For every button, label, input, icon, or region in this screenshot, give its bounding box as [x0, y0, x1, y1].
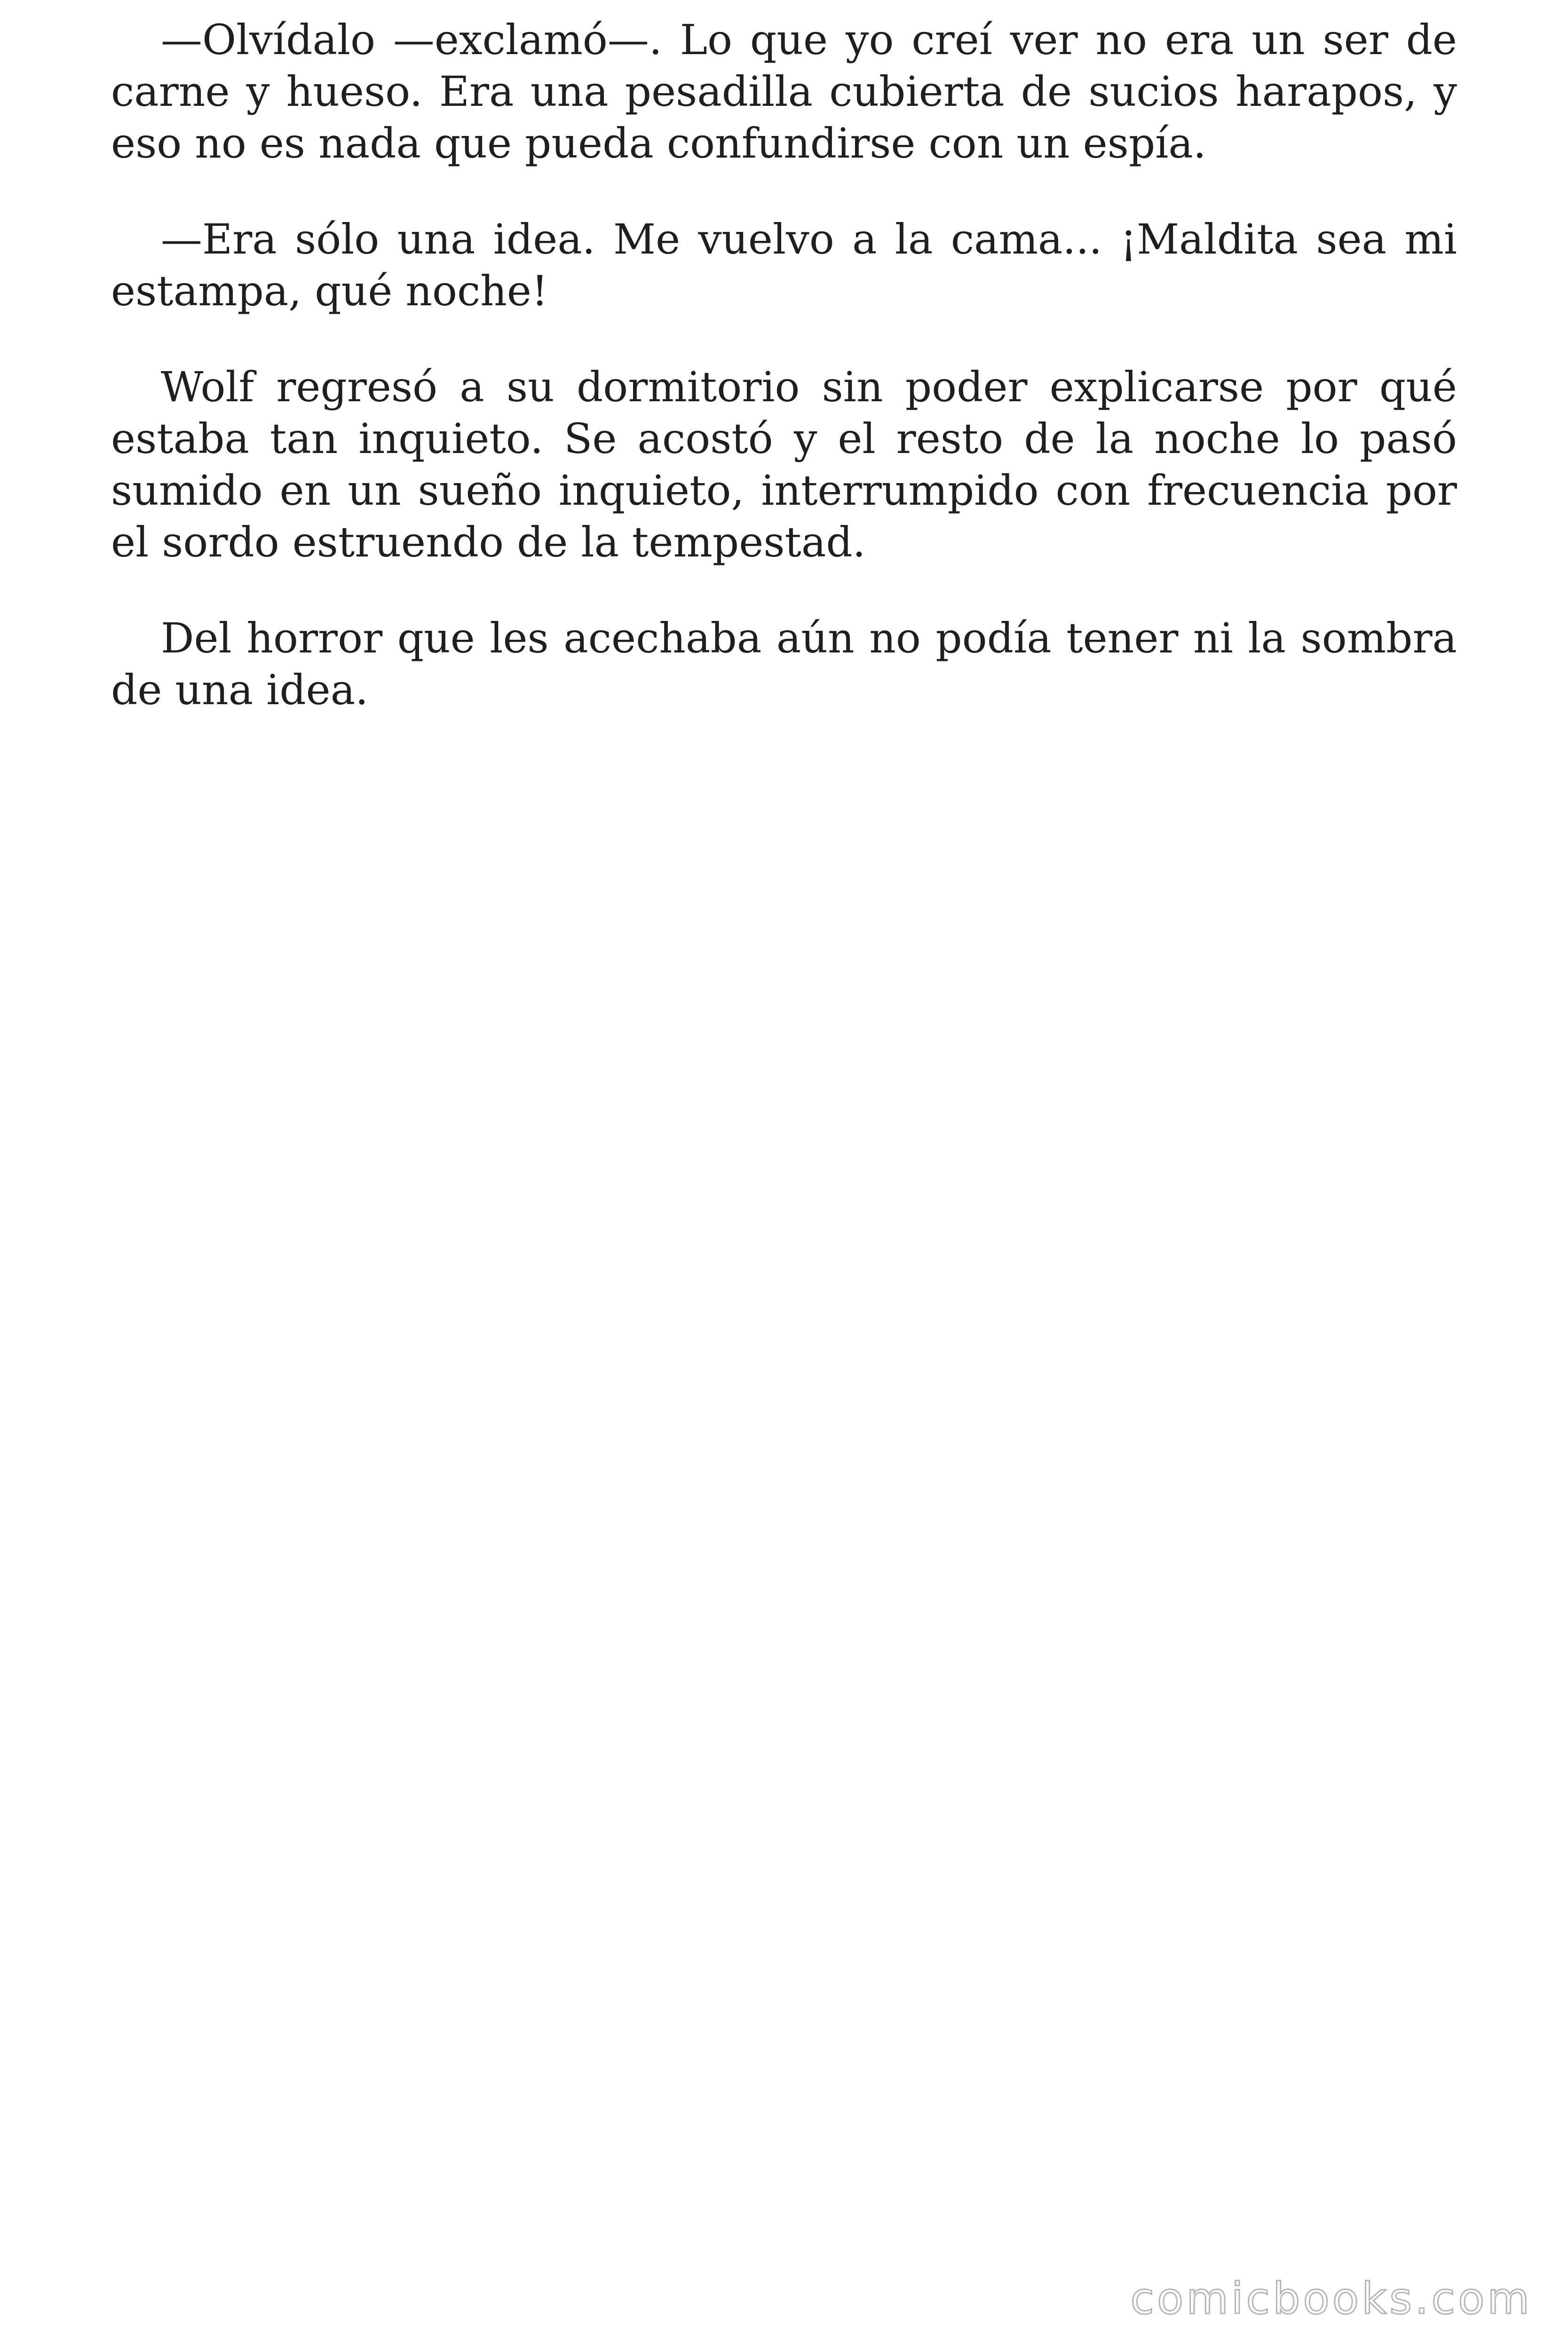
- paragraph-2: —Era sólo una idea. Me vuelvo a la cama... ¡Maldita sea mi estampa, qué noche!: [111, 215, 1457, 315]
- paragraph-3: Wolf regresó a su dormitorio sin poder explicarse por qué estaba tan inquieto. Se acostó y el resto de la noche lo pasó sumido en un sueño inquieto, interrumpido con frecuencia por el sordo estruendo de la tempestad.: [111, 363, 1457, 566]
- paragraph-4: Del horror que les acechaba aún no podía tener ni la sombra de una idea.: [111, 614, 1457, 714]
- watermark: comicbooks.com: [1130, 2273, 1532, 2324]
- paragraph-1: —Olvídalo —exclamó—. Lo que yo creí ver no era un ser de carne y hueso. Era una pesadilla cubierta de sucios harapos, y eso no es nada que pueda confundirse con un espía.: [111, 16, 1457, 167]
- body-text: [111, 14, 1457, 760]
